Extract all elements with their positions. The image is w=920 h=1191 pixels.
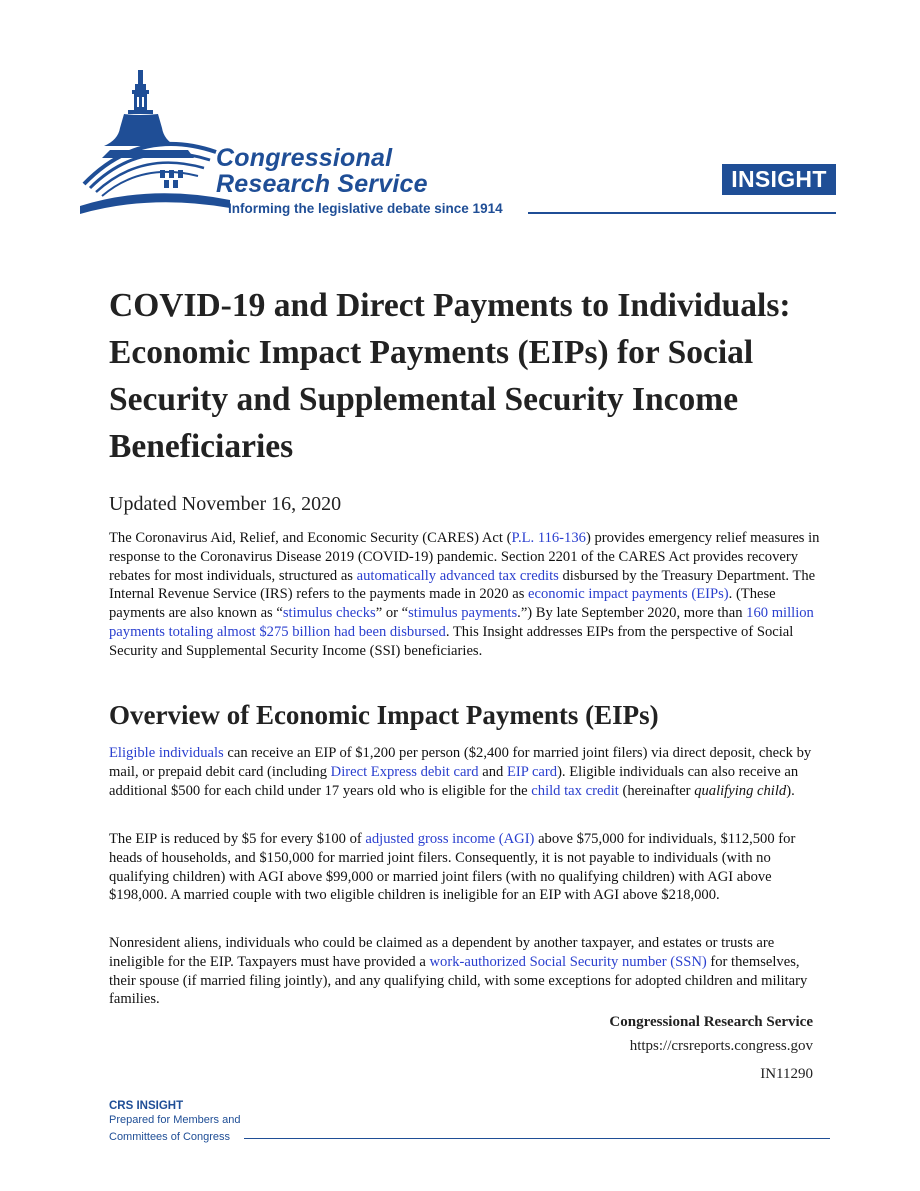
link-economic-impact-payments[interactable]: economic impact payments (EIPs) (528, 586, 729, 603)
header-rule (528, 212, 836, 214)
updated-date: Updated November 16, 2020 (109, 493, 342, 515)
crs-insight-label: CRS INSIGHT (109, 1100, 184, 1112)
link-eligible-individuals[interactable]: Eligible individuals (109, 745, 224, 761)
link-pl-116-136[interactable]: P.L. 116-136 (511, 530, 586, 546)
logo-line-1: Congressional (216, 144, 393, 172)
eligibility-paragraph: Eligible individuals can receive an EIP of $1,200 per person ($2,400 for married joint filers) via direct deposit, check by mail, or prepaid debit card (including Direct Express debit card and EIP card). Eligible individuals can also receive an additional $500 for each child under 17 years old who is eligible for the child tax credit (hereinafter qualifying child). (109, 745, 812, 799)
footer-rule (244, 1138, 830, 1139)
link-ssn[interactable]: work-authorized Social Security number (SSN) (429, 953, 707, 970)
link-payments-disbursed[interactable]: 160 million payments totaling almost $275 billion had been disbursed (109, 605, 814, 640)
link-child-tax-credit[interactable]: child tax credit (531, 782, 619, 799)
link-direct-express[interactable]: Direct Express debit card (330, 763, 479, 780)
section-heading: Overview of Economic Impact Payments (EIPs) (109, 700, 659, 730)
footer-report-id: IN11290 (760, 1066, 813, 1082)
link-stimulus-checks[interactable]: stimulus checks (282, 605, 376, 622)
prepared-for-line-1: Prepared for Members and (109, 1114, 241, 1126)
footer-url[interactable]: https://crsreports.congress.gov (629, 1038, 813, 1054)
intro-paragraph: The Coronavirus Aid, Relief, and Economic Security (CARES) Act (P.L. 116-136) provides emergency relief measures in response to the Coronavirus Disease 2019 (COVID-19) pandemic. Section 2201 of the CARES Act provides recovery rebates for most individuals, structured as automatically advanced tax credits disbursed by the Treasury Department. The Internal Revenue Service (IRS) refers to the payments made in 2020 as economic impact payments (EIPs). (These payments are also known as “stimulus checks” or “stimulus payments.”) By late September 2020, more than 160 million payments totaling almost $275 billion had been disbursed. This Insight addresses EIPs from the perspective of Social Security and Supplemental Security Income (SSI) beneficiaries. (109, 530, 820, 659)
prepared-for-line-2: Committees of Congress (109, 1131, 231, 1143)
footer-org: Congressional Research Service (609, 1014, 813, 1030)
crs-logo (80, 66, 540, 218)
ineligibility-paragraph: Nonresident aliens, individuals who could be claimed as a dependent by another taxpayer, and estates or trusts are ineligible for the EIP. Taxpayers must have provided a work-authorized Social Security number (SSN) for themselves, their spouse (if married filing jointly), and any qualifying child, with some exceptions for adopted children and military families. (109, 935, 808, 1008)
phaseout-paragraph: The EIP is reduced by $5 for every $100 of adjusted gross income (AGI) above $75,000 for individuals, $112,500 for heads of households, and $150,000 for married joint filers. Consequently, it is not payable to individuals (with no qualifying children) with AGI above $99,000 or married joint filers (with no qualifying children) with AGI above $198,000. A married couple with two eligible children is ineligible for an EIP with AGI above $218,000. (109, 831, 796, 904)
link-agi[interactable]: adjusted gross income (AGI) (365, 831, 535, 847)
link-eip-card[interactable]: EIP card (506, 763, 558, 780)
document-title: COVID-19 and Direct Payments to Individuals: Economic Impact Payments (EIPs) for Social Security and Supplemental Security Income Beneficiaries (109, 287, 791, 465)
link-advanced-tax-credits[interactable]: automatically advanced tax credits (356, 567, 559, 584)
logo-tagline: Informing the legislative debate since 1914 (228, 201, 503, 216)
insight-badge: INSIGHT (722, 164, 836, 195)
link-stimulus-payments[interactable]: stimulus payments (408, 605, 518, 622)
capitol-dome-icon (80, 66, 230, 218)
logo-line-2: Research Service (216, 170, 428, 198)
